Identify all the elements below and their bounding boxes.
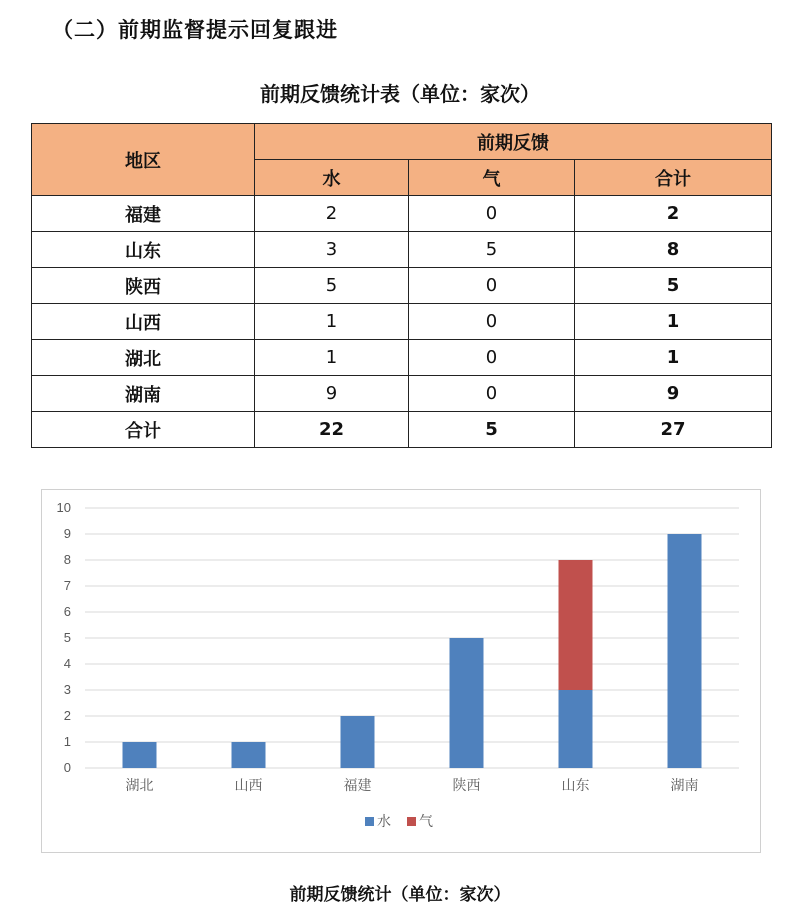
table-total-row — [32, 412, 772, 448]
header-water: 水 — [255, 160, 409, 196]
y-tick-label: 9 — [63, 526, 71, 541]
cell-water: 5 — [255, 268, 409, 304]
bar-gas — [559, 560, 593, 690]
cell-water: 3 — [255, 232, 409, 268]
x-tick-label: 福建 — [343, 778, 372, 794]
y-tick-label: 10 — [56, 500, 71, 515]
bar-water — [232, 742, 266, 768]
bar-water — [450, 638, 484, 768]
cell-total: 1 — [575, 304, 772, 340]
cell-gas: 0 — [409, 376, 575, 412]
header-group: 前期反馈 — [255, 124, 772, 160]
y-tick-label: 7 — [63, 578, 71, 593]
legend-swatch — [407, 817, 416, 826]
cell-region: 福建 — [32, 196, 255, 232]
legend-label: 气 — [419, 814, 433, 830]
y-tick-label: 0 — [63, 760, 71, 775]
cell-total: 8 — [575, 232, 772, 268]
cell-total: 1 — [575, 340, 772, 376]
cell-region: 山西 — [32, 304, 255, 340]
cell-region: 山东 — [32, 232, 255, 268]
cell-gas: 0 — [409, 304, 575, 340]
cell-total: 27 — [575, 412, 772, 448]
table-row — [32, 376, 772, 412]
x-tick-label: 湖北 — [125, 778, 154, 794]
table-row — [32, 340, 772, 376]
y-tick-label: 2 — [63, 708, 71, 723]
y-tick-label: 4 — [63, 656, 71, 671]
cell-gas: 0 — [409, 340, 575, 376]
cell-region: 湖北 — [32, 340, 255, 376]
cell-water: 1 — [255, 304, 409, 340]
y-tick-label: 5 — [63, 630, 71, 645]
cell-gas: 0 — [409, 196, 575, 232]
x-tick-label: 山东 — [561, 778, 590, 794]
x-tick-label: 陕西 — [452, 778, 481, 794]
cell-total: 5 — [575, 268, 772, 304]
x-tick-label: 山西 — [234, 778, 263, 794]
legend-swatch — [365, 817, 374, 826]
table-row — [32, 232, 772, 268]
bar-water — [559, 690, 593, 768]
cell-gas: 0 — [409, 268, 575, 304]
chart-svg — [42, 490, 760, 852]
x-tick-label: 湖南 — [670, 778, 699, 794]
cell-water: 2 — [255, 196, 409, 232]
cell-total: 9 — [575, 376, 772, 412]
section-title: （二）前期监督提示回复跟进 — [52, 18, 338, 42]
table-row — [32, 268, 772, 304]
y-tick-label: 3 — [63, 682, 71, 697]
header-gas: 气 — [409, 160, 575, 196]
cell-region: 陕西 — [32, 268, 255, 304]
y-tick-label: 1 — [63, 734, 71, 749]
stacked-bar-chart — [41, 489, 761, 853]
bar-water — [668, 534, 702, 768]
header-total: 合计 — [575, 160, 772, 196]
cell-water: 9 — [255, 376, 409, 412]
cell-gas: 5 — [409, 412, 575, 448]
table-row — [32, 196, 772, 232]
cell-region: 合计 — [32, 412, 255, 448]
header-region: 地区 — [32, 124, 255, 196]
table-title: 前期反馈统计表（单位：家次） — [260, 82, 540, 106]
cell-total: 2 — [575, 196, 772, 232]
cell-region: 湖南 — [32, 376, 255, 412]
y-tick-label: 6 — [63, 604, 71, 619]
feedback-table — [31, 123, 772, 448]
cell-water: 1 — [255, 340, 409, 376]
legend-label: 水 — [377, 814, 391, 830]
cell-gas: 5 — [409, 232, 575, 268]
bar-water — [341, 716, 375, 768]
bar-water — [123, 742, 157, 768]
y-tick-label: 8 — [63, 552, 71, 567]
table-row — [32, 304, 772, 340]
cell-water: 22 — [255, 412, 409, 448]
chart-caption: 前期反馈统计（单位：家次） — [289, 885, 511, 905]
